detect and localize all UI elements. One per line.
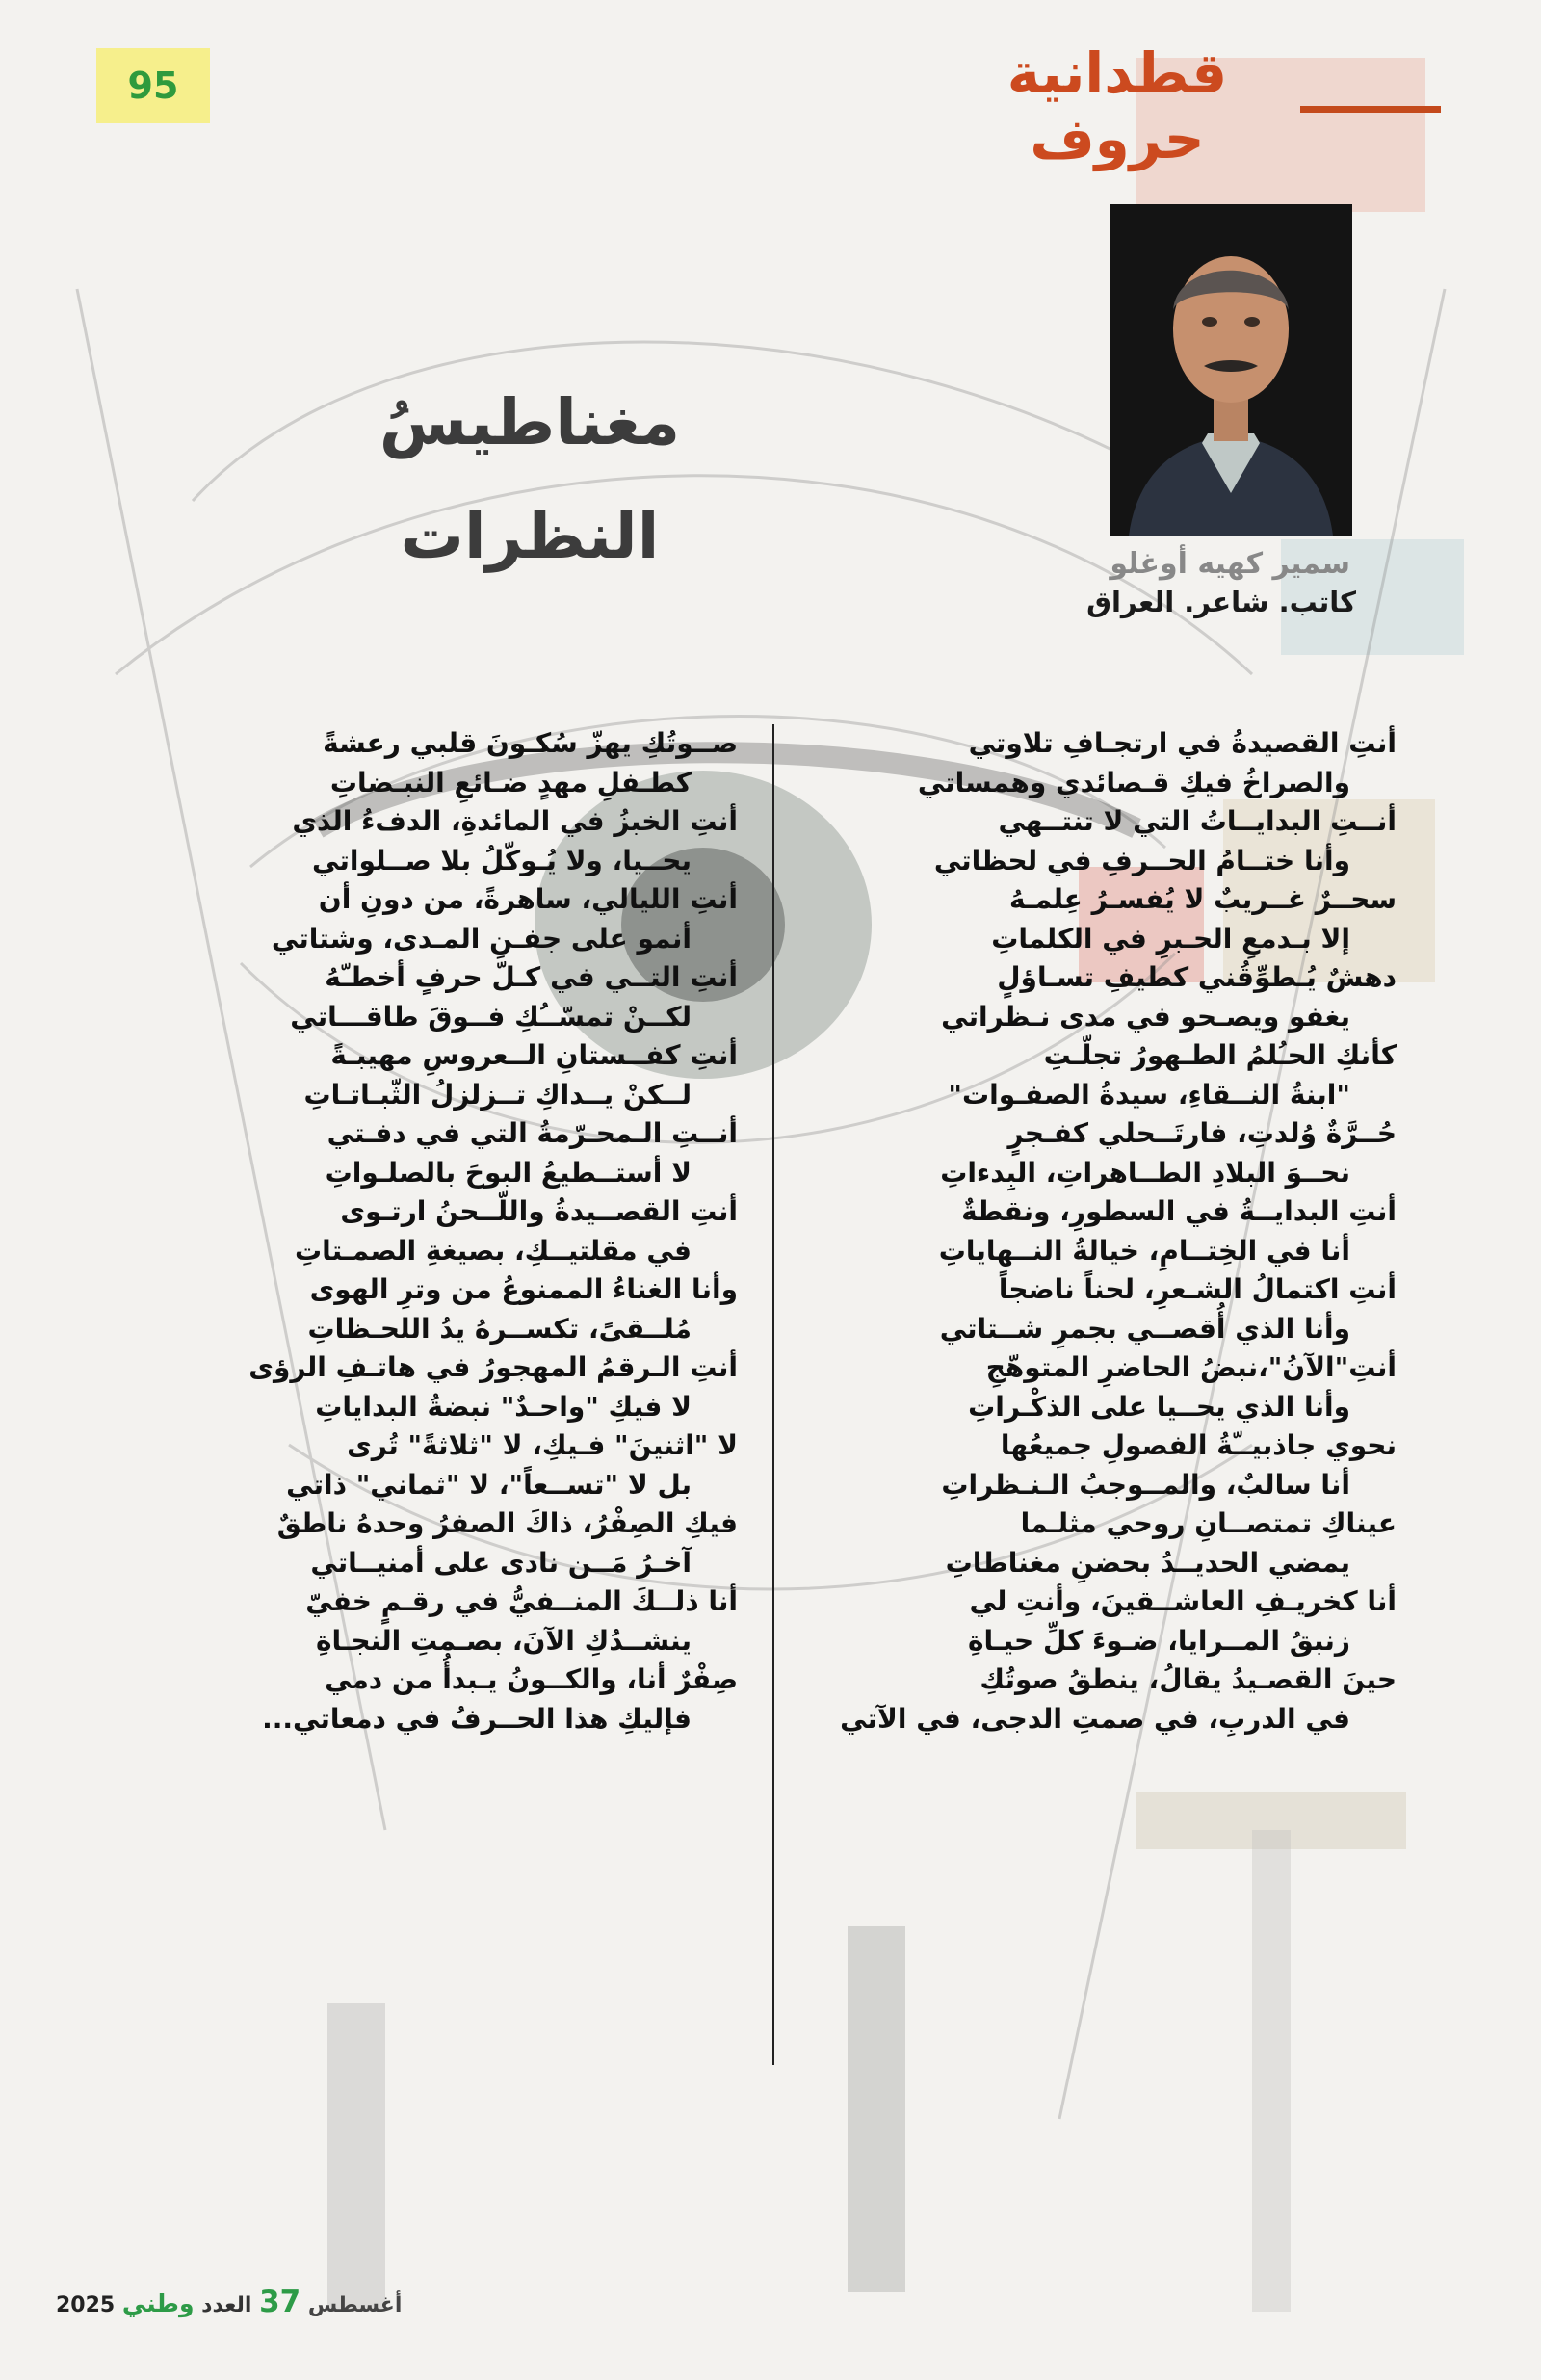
poem-column-right [840, 724, 1397, 1739]
poem-verse: أنتِ البدايــةُ في السطورِ، ونقطةٌ [961, 1195, 1397, 1227]
poem-verse: أنتِ اكتمالُ الشـعرِ، لحناً ناضجاً [998, 1273, 1397, 1305]
poem-verse: أنا ذلــكَ المنــفيُّ في رقـمٍ خفيّ [305, 1585, 738, 1617]
poem-column-left [237, 724, 738, 1739]
poem-verse: أنتِ القصيدةُ في ارتجـافِ تلاوتي [968, 727, 1397, 759]
poem-verse: أنتِ الخبزُ في المائدةِ، الدفءُ الذي [292, 805, 738, 837]
poem-verse: صِفْرٌ أنا، والكــونُ يـبدأُ من دمي [325, 1663, 738, 1695]
poem-verse: وأنا ختــامُ الحــرفِ في لحظاتي [933, 844, 1350, 876]
footer-brand: وطني [121, 2289, 195, 2317]
poem-verse: أنتِ كفــستانِ الــعروسِ مهيبـةً [330, 1039, 738, 1071]
poem-verse: لا أستــطيعُ البوحَ بالصلـواتِ [325, 1156, 692, 1189]
poem-title-line-1: مغناطيسُ [379, 385, 681, 459]
poem-verse: أنمو على جفـنِ المـدى، وشتاتي [271, 922, 692, 955]
author-photo [1110, 204, 1352, 536]
poem-verse: بل لا "تســعاً"، لا "ثماني" ذاتي [286, 1468, 692, 1501]
poem-verse: لا فيكِ "واحـدٌ" نبضةُ البداياتِ [315, 1390, 692, 1423]
poem-verse: لا "اثنينَ" فـيكِ، لا "ثلاثةً" تُرى [347, 1429, 738, 1461]
poem-verse: عيناكِ تمتصــانِ روحي مثلـما [1020, 1507, 1397, 1539]
poem-verse: لكــنْ تمسّــُكِ فــوقَ طاقـــاتي [290, 1000, 692, 1033]
section-logo [925, 19, 1483, 171]
poem-verse: يغفو ويصـحو في مدى نـظراتي [941, 1000, 1350, 1033]
poem-verse: زنبقُ المــرايا، ضـوءَ كلِّ حيـاةِ [968, 1624, 1350, 1657]
footer-issue-number: 37 [259, 2285, 301, 2319]
section-logo-rule [1300, 106, 1441, 113]
poem-verse: أنتِ التــي في كـلّ حرفٍ أخطـّهُ [325, 961, 738, 993]
poem-verse: يحــيا، ولا يُـوكّلُ بلا صــلواتي [312, 844, 692, 876]
poem-verse: نحوي جاذبيــّةُ الفصولِ جميعُها [1000, 1429, 1397, 1461]
poem-verse: صــوتُكِ يهزّ سُكـونَ قلبي رعشةً [323, 727, 738, 759]
poem-verse: أنا سالبٌ، والمــوجبُ الـنـظراتِ [941, 1468, 1350, 1501]
section-logo-text: قطدانية حروف [1006, 40, 1228, 171]
poem-verse: نحــوَ البلادِ الطــاهراتِ، البِدءاتِ [940, 1156, 1350, 1189]
poem-verse: والصراخُ فيكِ قـصائدي وهمساتي [917, 766, 1350, 798]
poem-verse: وأنا الذي أُقصــي بجمرِ شــتاتي [939, 1312, 1350, 1345]
poem-title-line-2: النظرات [400, 499, 660, 573]
poem-verse: أنا كخريـفِ العاشــقينَ، وأنتِ لي [969, 1585, 1397, 1617]
column-divider [772, 724, 774, 2065]
poem-verse: أنتِ القصــيدةُ واللّــحنُ ارتـوى [340, 1195, 738, 1227]
poem-verse: يمضي الحديــدُ بحضنِ مغناطاتِ [945, 1546, 1350, 1579]
poem-verse: كأنكِ الحـُلمُ الطـهورُ تجلّـتِ [1043, 1039, 1397, 1071]
poem-verse: حُــرَّةٌ وُلدتِ، فارتَــحلي كفـجرٍ [1007, 1117, 1397, 1149]
poem-verse: في مقلتيــكِ، بصيغةِ الصمـتاتِ [295, 1234, 692, 1267]
poem-verse: مُلــقىً، تكســرهُ يدُ اللحـظاتِ [307, 1312, 692, 1345]
author-portrait-icon [1110, 204, 1352, 536]
poem-verse: وأنا الغناءُ الممنوعُ من وترِ الهوى [309, 1273, 738, 1305]
poem-verse: ينشــدُكِ الآنَ، بصـمتِ النجـاةِ [315, 1624, 692, 1657]
poem-verse: في الدربِ، في صمتِ الدجى، في الآتي [840, 1702, 1350, 1735]
author-role: كاتب. شاعر. العراق [1086, 586, 1356, 618]
poem-title [327, 366, 732, 593]
page-footer [56, 2285, 402, 2319]
poem-verse: إلا بـدمعِ الحـبرِ في الكلماتِ [991, 922, 1350, 955]
poem-verse: وأنا الذي يحــيا على الذكْـراتِ [968, 1390, 1350, 1423]
page-number: 95 [96, 48, 210, 123]
poem-verse: لــكنْ يــداكِ تــزلزلُ الثّبـاتـاتِ [303, 1078, 692, 1111]
poem-verse: سحــرٌ غــريبٌ لا يُفسـرُ عِلمـهُ [1009, 883, 1397, 915]
poem-verse: دهشٌ يُـطوِّقُني كطيفِ تسـاؤلٍ [997, 961, 1397, 993]
poem-verse: أنتِ الـرقمُ المهجورُ في هاتـفِ الرؤى [248, 1351, 738, 1383]
poem-verse: فإليكِ هذا الحــرفُ في دمعاتي... [262, 1702, 692, 1735]
poem-verse: أنــتِ البدايــاتُ التي لا تنتــهي [998, 805, 1397, 837]
poem-verse: أنا في الخِتــامِ، خيالةُ النــهاياتِ [938, 1234, 1350, 1267]
author-name: سمير كهيه أوغلو [1110, 547, 1350, 581]
poem-verse: فيكِ الصِفْرُ، ذاكَ الصفرُ وحدهُ ناطقٌ [276, 1507, 738, 1539]
poem-verse: أنتِ"الآنُ"،نبضُ الحاضرِ المتوهّجِ [985, 1351, 1397, 1383]
poem-verse: أنــتِ الـمحـرّمةُ التي في دفـتي [326, 1117, 738, 1149]
footer-issue-label: العدد [201, 2293, 252, 2317]
poem-verse: "ابنةُ النــقاءِ، سيدةُ الصفـوات" [948, 1078, 1350, 1111]
footer-year: 2025 [56, 2293, 116, 2317]
poem-verse: آخـرُ مَــن نادى على أمنيــاتي [310, 1546, 692, 1579]
poem-verse: أنتِ الليالي، ساهرةً، من دونِ أن [318, 883, 738, 915]
footer-month: أغسطس [307, 2293, 403, 2317]
poem-verse: كطـفلِ مهدٍ ضـائعِ النبـضاتِ [329, 766, 692, 798]
poem-verse: حينَ القصـيدُ يقالُ، ينطقُ صوتُكِ [979, 1663, 1397, 1695]
